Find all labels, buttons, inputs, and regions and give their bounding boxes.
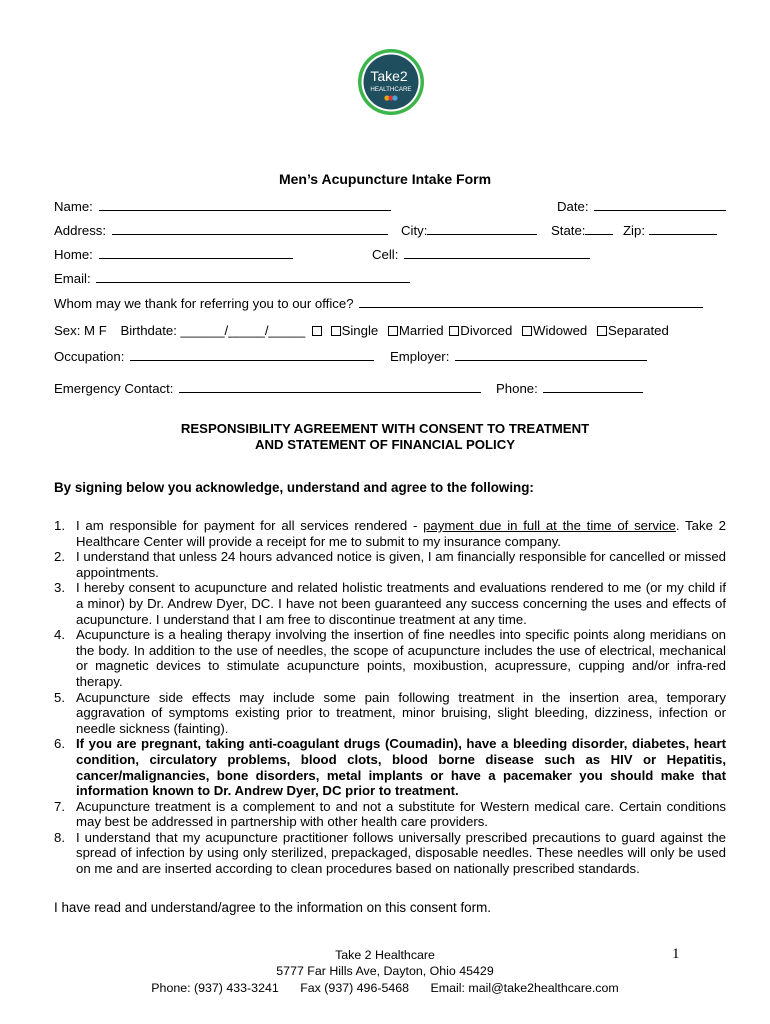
referral-label: Whom may we thank for referring you to our office? [54, 296, 354, 311]
zip-input-line[interactable] [649, 222, 717, 235]
cell-label: Cell: [372, 247, 399, 262]
list-item [54, 830, 726, 877]
list-item [54, 736, 726, 798]
phone-label: Phone: [496, 381, 538, 396]
sex-birthdate-row [54, 323, 669, 338]
married-checkbox[interactable] [388, 326, 398, 336]
item-text: I understand that unless 24 hours advanced notice is given, I am financially responsible for cancelled or missed appointments. [76, 549, 726, 580]
item-number: 8. [54, 829, 65, 845]
emergency-contact-field[interactable] [54, 380, 481, 396]
zip-field[interactable] [623, 222, 717, 238]
item-number: 2. [54, 549, 65, 565]
agreement-heading-line1: RESPONSIBILITY AGREEMENT WITH CONSENT TO TREATMENT [180, 421, 590, 436]
separated-checkbox[interactable] [597, 326, 607, 336]
agreement-list [54, 518, 726, 877]
employer-input-line[interactable] [455, 348, 647, 361]
list-item [54, 580, 726, 627]
item-number: 1. [54, 518, 65, 533]
name-label: Name: [54, 199, 93, 214]
agreement-heading-line2: AND STATEMENT OF FINANCIAL POLICY [254, 437, 516, 452]
birthdate-label[interactable]: Birthdate: ______/_____/_____ [120, 323, 306, 338]
list-item [54, 690, 726, 737]
item-number: 3. [54, 580, 65, 596]
list-item [54, 549, 726, 580]
item-number: 7. [54, 798, 65, 814]
item-text: Acupuncture is a healing therapy involving the insertion of fine needles into specific points along meridians on the body. In addition to the use of needles, the scope of acupuncture includes the use of electrical, mechanical or magnetic devices to stimulate acupuncture points, moxibustion, acupressure, cupping and/or infra-red therapy. [76, 627, 726, 689]
state-label: State: [551, 223, 586, 238]
city-field[interactable] [401, 222, 537, 238]
address-field[interactable] [54, 222, 388, 238]
occupation-input-line[interactable] [130, 348, 374, 361]
cell-input-line[interactable] [404, 246, 590, 259]
state-input-line[interactable] [585, 222, 613, 235]
date-label: Date: [557, 199, 589, 214]
marital-options [331, 323, 669, 338]
sex-label[interactable]: Sex: M F [54, 323, 107, 338]
item-number: 6. [54, 736, 65, 752]
list-item [54, 518, 726, 549]
single-checkbox[interactable] [331, 326, 341, 336]
home-label: Home: [54, 247, 93, 262]
occupation-field[interactable] [54, 348, 374, 364]
marital-option-married: Married [398, 323, 444, 338]
employer-field[interactable] [390, 348, 647, 364]
footer-fax: Fax (937) 496-5468 [300, 981, 410, 995]
email-field[interactable] [54, 270, 410, 286]
footer-contact [0, 981, 770, 995]
name-field[interactable] [54, 198, 391, 214]
item-text-bold: If you are pregnant, taking anti-coagulant drugs (Coumadin), have a bleeding disorder, diabetes, heart condition, circulatory problems, blood clots, blood borne disease such as HIV or Hepatitis, cancer/malignancies, bone disorders, metal implants or have a pacemaker you should make that information known to Dr. Andrew Dyer, DC prior to treatment. [76, 736, 726, 799]
name-input-line[interactable] [99, 198, 391, 211]
take2-healthcare-logo [357, 48, 425, 116]
phone-input-line[interactable] [543, 380, 643, 393]
zip-label: Zip: [623, 223, 645, 238]
closing-statement: I have read and understand/agree to the information on this consent form. [54, 900, 491, 915]
marital-option-divorced: Divorced [460, 323, 513, 338]
occupation-label: Occupation: [54, 349, 125, 364]
item-text: I hereby consent to acupuncture and related holistic treatments and evaluations rendered to me (or my child if a minor) by Dr. Andrew Dyer, DC. I have not been guaranteed any success concerning the uses and effects of acupuncture. I understand that I am free to discontinue treatment at any time. [76, 580, 726, 627]
widowed-checkbox[interactable] [522, 326, 532, 336]
agreement-intro: By signing below you acknowledge, understand and agree to the following: [54, 480, 534, 495]
item-text: Acupuncture side effects may include some pain following treatment in the insertion area, temporary aggravation of symptoms existing prior to treatment, minor bruising, slight bleeding, dizziness, infection or needle sickness (fainting). [76, 689, 726, 736]
footer-phone: Phone: (937) 433-3241 [151, 981, 279, 995]
item-text: . Take 2 Healthcare Center will provide a receipt for me to submit to my insurance company. [76, 518, 727, 549]
logo-subtext: HEALTHCARE [370, 86, 412, 93]
item-text: I understand that my acupuncture practitioner follows universally prescribed precautions to guard against the spread of infection by using only sterilized, prepackaged, disposable needles. These needles will only be used on me and are inserted according to clean procedures based on nationally prescribed standards. [76, 829, 726, 877]
employer-label: Employer: [390, 349, 450, 364]
item-number: 5. [54, 689, 65, 705]
emergency-phone-field[interactable] [496, 380, 643, 396]
cell-phone-field[interactable] [372, 246, 590, 262]
city-input-line[interactable] [427, 222, 537, 235]
footer-address: 5777 Far Hills Ave, Dayton, Ohio 45429 [276, 964, 494, 978]
list-item [54, 627, 726, 689]
date-input-line[interactable] [594, 198, 726, 211]
emergency-input-line[interactable] [179, 380, 481, 393]
footer-email[interactable]: Email: mail@take2healthcare.com [430, 981, 619, 995]
city-label: City: [401, 223, 428, 238]
item-text: I am responsible for payment for all services rendered - [76, 518, 424, 533]
email-input-line[interactable] [96, 270, 410, 283]
logo-text: Take2 [370, 68, 408, 84]
divorced-checkbox[interactable] [449, 326, 459, 336]
page-number: 1 [672, 946, 680, 962]
marital-option-widowed: Widowed [533, 323, 588, 338]
footer-name: Take 2 Healthcare [335, 948, 435, 962]
item-underlined-text: payment due in full at the time of service [423, 518, 676, 533]
home-phone-field[interactable] [54, 246, 293, 262]
item-number: 4. [54, 627, 65, 643]
state-field[interactable] [551, 222, 613, 238]
emergency-label: Emergency Contact: [54, 381, 174, 396]
list-item [54, 799, 726, 830]
home-input-line[interactable] [99, 246, 293, 259]
item-text: Acupuncture treatment is a complement to and not a substitute for Western medical care. Certain conditions may best be addressed in partnership with other health care providers. [76, 798, 726, 830]
email-label: Email: [54, 271, 91, 286]
marital-option-separated: Separated [607, 323, 669, 338]
referral-field[interactable] [54, 295, 703, 311]
marital-option-single: Single [341, 323, 379, 338]
empty-checkbox[interactable] [312, 326, 322, 336]
address-input-line[interactable] [112, 222, 388, 235]
date-field[interactable] [557, 198, 726, 214]
address-label: Address: [54, 223, 107, 238]
form-title: Men’s Acupuncture Intake Form [278, 171, 492, 187]
referral-input-line[interactable] [359, 295, 703, 308]
